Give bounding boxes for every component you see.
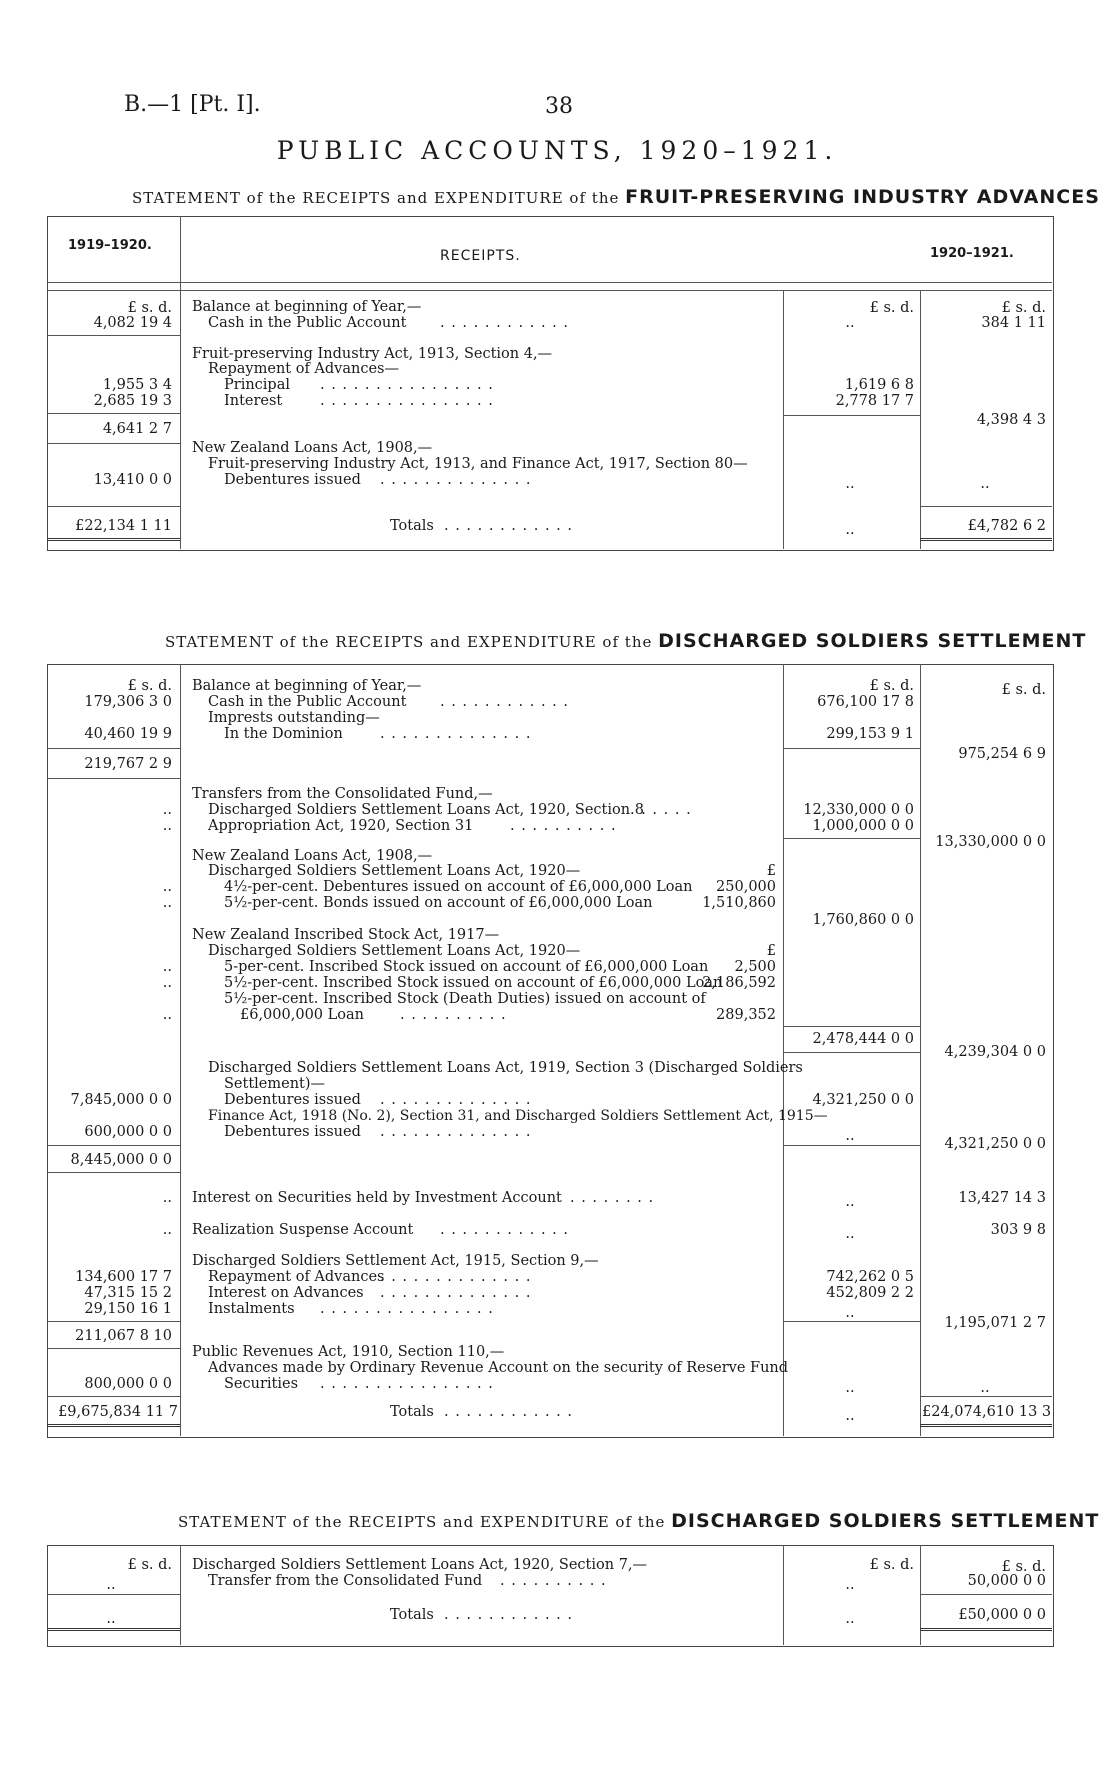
s1-divider-c2	[920, 290, 921, 549]
s1-col-prev-header: 1919–1920.	[68, 238, 152, 253]
s2-dss1915-c2: 1,195,071 2 7	[944, 1315, 1046, 1331]
s2-instalments-prev: 29,150 16 1	[84, 1301, 172, 1317]
statement-1-prefix: STATEMENT of the RECEIPTS and EXPENDITURE of the	[132, 189, 620, 207]
s2-nzloans-b-label: 5½-per-cent. Bonds issued on account of £6,000,000 Loan	[224, 895, 653, 911]
s3-transfer-c2: 50,000 0 0	[967, 1573, 1046, 1589]
s2-interest-securities-c2: 13,427 14 3	[958, 1190, 1046, 1206]
s2-rule-1	[47, 748, 180, 749]
s2-nzloans-b-prev: ..	[162, 895, 172, 911]
s2-dominion-label: In the Dominion	[224, 726, 343, 742]
statement-3-prefix: STATEMENT of the RECEIPTS and EXPENDITURE of the	[178, 1513, 666, 1531]
s1-debentures-label: Debentures issued	[224, 472, 361, 488]
s2-dss1919-heading-2: Settlement)—	[224, 1076, 326, 1092]
leader-dots: . . . . . . . . . . . .	[444, 518, 574, 534]
statement-3-title: DISCHARGED SOLDIERS SETTLEMENT	[671, 1510, 1100, 1532]
leader-dots: . . . . . .	[630, 802, 692, 818]
s2-interest-securities-prev: ..	[162, 1190, 172, 1206]
s2-balance-subtotal-prev: 219,767 2 9	[84, 756, 172, 772]
s2-totals-c1: ..	[845, 1408, 855, 1424]
s2-dss1915-heading: Discharged Soldiers Settlement Act, 1915, Section 9,—	[192, 1253, 599, 1269]
s2-public-revenues-c2: ..	[980, 1380, 990, 1396]
s2-rule-6	[783, 1052, 920, 1053]
s1-act-heading: Fruit-preserving Industry Act, 1913, Section 4,—	[192, 346, 553, 362]
s2-nzloans-c1: 1,760,860 0 0	[812, 912, 914, 928]
s2-finance-debentures-label: Debentures issued	[224, 1124, 361, 1140]
s2-dominion-prev: 40,460 19 9	[84, 726, 172, 742]
s2-public-revenues-heading: Public Revenues Act, 1910, Section 110,—	[192, 1344, 505, 1360]
leader-dots: . . . . . . . . . .	[400, 1007, 507, 1023]
s2-stock-a-inner: 2,500	[734, 959, 776, 975]
s3-divider-prev	[180, 1545, 181, 1645]
s1-double-rule-c2	[920, 538, 1052, 544]
leader-dots: . . . . . . . . . . . . . .	[380, 472, 532, 488]
s2-interest-advances-c1: 452,809 2 2	[826, 1285, 914, 1301]
statement-2-heading	[165, 630, 1086, 652]
s2-dss1919-debentures-c1: 4,321,250 0 0	[812, 1092, 914, 1108]
s2-public-revenues-label-2: Securities	[224, 1376, 299, 1392]
s3-totals-prev: ..	[106, 1611, 116, 1627]
s2-transfer-a-prev: ..	[162, 802, 172, 818]
s1-col-receipts-header: RECEIPTS.	[440, 248, 521, 264]
statement-2-prefix: STATEMENT of the RECEIPTS and EXPENDITURE of the	[165, 633, 653, 651]
s1-col-curr-header: 1920–1921.	[930, 246, 1014, 261]
statement-3-heading	[178, 1510, 1099, 1532]
leader-dots: . . . . . . . . . . . . . . . .	[320, 377, 494, 393]
leader-dots: . . . . . . . . . . . . . . . .	[320, 1301, 494, 1317]
s1-totals-prev: £22,134 1 11	[75, 518, 172, 534]
s2-realization-c1: ..	[845, 1226, 855, 1242]
s1-nzl-sub: Fruit-preserving Industry Act, 1913, and Finance Act, 1917, Section 80—	[208, 456, 748, 472]
s1-totals-label: Totals	[390, 518, 434, 534]
s2-stock-sub: Discharged Soldiers Settlement Loans Act, 1920—	[208, 943, 581, 959]
s2-divider-c2	[920, 664, 921, 1436]
s2-double-rule-c2	[920, 1424, 1052, 1430]
s1-debentures-c2: ..	[980, 476, 990, 492]
s2-rule-8	[783, 1145, 920, 1146]
s1-balance-cash-label: Cash in the Public Account	[208, 315, 407, 331]
s2-stock-c-inner: 289,352	[716, 1007, 776, 1023]
s2-balance-c2: 975,254 6 9	[958, 746, 1046, 762]
s2-repayment-prev: 134,600 17 7	[75, 1269, 172, 1285]
s2-stock-b-inner: 2,186,592	[702, 975, 776, 991]
page-title: PUBLIC ACCOUNTS, 1920–1921.	[276, 136, 838, 165]
s2-cash-c1: 676,100 17 8	[817, 694, 914, 710]
s3-rule-2	[920, 1594, 1052, 1595]
s2-stock-pound: £	[766, 943, 776, 959]
s1-rule-e	[47, 506, 180, 507]
s2-public-revenues-prev: 800,000 0 0	[84, 1376, 172, 1392]
s2-cash-prev: 179,306 3 0	[84, 694, 172, 710]
s1-interest-label: Interest	[224, 393, 283, 409]
s1-balance-heading: Balance at beginning of Year,—	[192, 299, 422, 315]
leader-dots: . . . . . . . . . . . . . .	[380, 726, 532, 742]
s2-stock-col2: 4,239,304 0 0	[944, 1044, 1046, 1060]
s2-rule-5	[783, 1026, 920, 1027]
leader-dots: . . . . . . . . . .	[510, 818, 617, 834]
s2-realization-c2: 303 9 8	[990, 1222, 1046, 1238]
s2-stock-a-label: 5-per-cent. Inscribed Stock issued on account of £6,000,000 Loan	[224, 959, 709, 975]
s1-lsd-c2: £ s. d.	[1001, 300, 1046, 316]
leader-dots: . . . . . . . .	[570, 1190, 655, 1206]
document-reference: B.—1 [Pt. I].	[124, 92, 261, 117]
s3-transfer-prev: ..	[106, 1577, 116, 1593]
s2-transfer-b-c1: 1,000,000 0 0	[812, 818, 914, 834]
s2-rule-14	[920, 1396, 1052, 1397]
s2-rule-4	[783, 838, 920, 839]
s1-repayment-heading: Repayment of Advances—	[208, 361, 399, 377]
s2-totals-c2: £24,074,610 13 3	[922, 1404, 1052, 1420]
s2-nzloans-a-inner: 250,000	[716, 879, 776, 895]
s3-double-rule-prev	[47, 1628, 180, 1634]
s2-imprests-heading: Imprests outstanding—	[208, 710, 380, 726]
leader-dots: . . . . . . . . . .	[500, 1573, 607, 1589]
s1-totals-c2: £4,782 6 2	[967, 518, 1046, 534]
s2-transfer-b-prev: ..	[162, 818, 172, 834]
s1-rule-f	[920, 506, 1052, 507]
s2-transfers-heading: Transfers from the Consolidated Fund,—	[192, 786, 493, 802]
s2-stock-c1: 2,478,444 0 0	[812, 1031, 914, 1047]
s2-nzloans-heading: New Zealand Loans Act, 1908,—	[192, 848, 433, 864]
s1-balance-c1: ..	[845, 315, 855, 331]
s2-lsd-c2: £ s. d.	[1001, 682, 1046, 698]
s1-rule-d	[47, 443, 180, 444]
s3-heading: Discharged Soldiers Settlement Loans Act, 1920, Section 7,—	[192, 1557, 648, 1573]
s2-rule-11	[783, 1321, 920, 1322]
s1-principal-prev: 1,955 3 4	[102, 377, 172, 393]
s1-double-rule-prev	[47, 538, 180, 544]
s2-totals-label: Totals	[390, 1404, 434, 1420]
leader-dots: . . . . . . . . . . . .	[444, 1607, 574, 1623]
s1-debentures-c1: ..	[845, 476, 855, 492]
s1-header-rule	[47, 282, 1052, 283]
leader-dots: . . . . . . . . . . . . . .	[380, 1124, 532, 1140]
s2-stock-b-label: 5½-per-cent. Inscribed Stock issued on account of £6,000,000 Loan	[224, 975, 723, 991]
s2-instalments-label: Instalments	[208, 1301, 295, 1317]
s2-double-rule-prev	[47, 1424, 180, 1430]
s2-dss1919-debentures-prev: 7,845,000 0 0	[70, 1092, 172, 1108]
leader-dots: . . . . . . . . . . . . . . . .	[320, 393, 494, 409]
s2-finance-debentures-c1: ..	[845, 1128, 855, 1144]
s2-repayment-c1: 742,262 0 5	[826, 1269, 914, 1285]
s1-divider-c1	[783, 290, 784, 549]
s2-dss1915-subtotal-prev: 211,067 8 10	[75, 1328, 172, 1344]
s1-principal-c1: 1,619 6 8	[844, 377, 914, 393]
s2-divider-prev	[180, 664, 181, 1436]
s3-totals-label: Totals	[390, 1607, 434, 1623]
s1-rule-b	[783, 415, 920, 416]
s2-nzloans-a-label: 4½-per-cent. Debentures issued on account of £6,000,000 Loan	[224, 879, 693, 895]
s3-totals-c2: £50,000 0 0	[958, 1607, 1046, 1623]
leader-dots: . . . . . . . . . . . .	[440, 694, 570, 710]
s3-lsd-prev: £ s. d.	[127, 1557, 172, 1573]
s2-dss-subtotal-prev: 8,445,000 0 0	[70, 1152, 172, 1168]
s2-realization-prev: ..	[162, 1222, 172, 1238]
s2-rule-2	[783, 748, 920, 749]
s2-interest-securities-c1: ..	[845, 1194, 855, 1210]
s1-rule-a	[47, 335, 180, 336]
s2-lsd-c1: £ s. d.	[869, 678, 914, 694]
s1-lsd-prev: £ s. d.	[127, 300, 172, 316]
statement-2-title: DISCHARGED SOLDIERS SETTLEMENT	[658, 630, 1087, 652]
leader-dots: . . . . . . . . . . . .	[440, 315, 570, 331]
s2-transfer-a-label: Discharged Soldiers Settlement Loans Act, 1920, Section 8	[208, 802, 644, 818]
s2-rule-12	[47, 1348, 180, 1349]
s1-totals-c1: ..	[845, 522, 855, 538]
s2-dss1919-heading: Discharged Soldiers Settlement Loans Act, 1919, Section 3 (Discharged Soldiers	[208, 1060, 803, 1076]
s1-divider-prev	[180, 216, 181, 549]
s2-nzloans-b-inner: 1,510,860	[702, 895, 776, 911]
leader-dots: . . . . . . . . . . . . . .	[380, 1092, 532, 1108]
s3-double-rule-c2	[920, 1628, 1052, 1634]
s1-subtotal-prev: 4,641 2 7	[102, 421, 172, 437]
s1-interest-prev: 2,685 19 3	[93, 393, 172, 409]
s1-rule-c	[47, 413, 180, 414]
s2-interest-advances-prev: 47,315 15 2	[84, 1285, 172, 1301]
s3-divider-c1	[783, 1545, 784, 1645]
s2-repayment-label: Repayment of Advances	[208, 1269, 385, 1285]
s2-rule-13	[47, 1396, 180, 1397]
leader-dots: . . . . . . . . . . . . . . . .	[320, 1376, 494, 1392]
s1-balance-prev: 4,082 19 4	[93, 315, 172, 331]
s2-interest-advances-label: Interest on Advances	[208, 1285, 364, 1301]
s2-dss1919-debentures-label: Debentures issued	[224, 1092, 361, 1108]
s2-realization-label: Realization Suspense Account	[192, 1222, 414, 1238]
leader-dots: . . . . . . . . . . . .	[440, 1222, 570, 1238]
s3-lsd-c2: £ s. d.	[1001, 1559, 1046, 1575]
s3-totals-c1: ..	[845, 1611, 855, 1627]
s1-subtotal-c2: 4,398 4 3	[976, 412, 1046, 428]
s2-stock-c-prev: ..	[162, 1007, 172, 1023]
s2-balance-heading: Balance at beginning of Year,—	[192, 678, 422, 694]
leader-dots: . . . . . . . . . . . .	[444, 1404, 574, 1420]
s1-interest-c1: 2,778 17 7	[835, 393, 914, 409]
s2-public-revenues-label: Advances made by Ordinary Revenue Account on the security of Reserve Fund	[208, 1360, 789, 1376]
s2-cash-label: Cash in the Public Account	[208, 694, 407, 710]
s2-lsd-prev: £ s. d.	[127, 678, 172, 694]
s2-rule-10	[47, 1321, 180, 1322]
s2-public-revenues-c1: ..	[845, 1380, 855, 1396]
statement-1-heading	[132, 186, 1100, 208]
s1-nzl-heading: New Zealand Loans Act, 1908,—	[192, 440, 433, 456]
s2-stock-c-label: 5½-per-cent. Inscribed Stock (Death Duties) issued on account of	[224, 991, 706, 1007]
s2-nzloans-sub: Discharged Soldiers Settlement Loans Act, 1920—	[208, 863, 581, 879]
s3-rule-1	[47, 1594, 180, 1595]
s2-interest-securities-label: Interest on Securities held by Investment Account	[192, 1190, 562, 1206]
s2-nzloans-a-prev: ..	[162, 879, 172, 895]
s1-principal-label: Principal	[224, 377, 290, 393]
s2-rule-9	[47, 1172, 180, 1173]
s3-transfer-label: Transfer from the Consolidated Fund	[208, 1573, 483, 1589]
s2-instalments-c1: ..	[845, 1305, 855, 1321]
s2-nzloans-pound: £	[766, 863, 776, 879]
s2-rule-3	[47, 778, 180, 779]
s1-lsd-c1: £ s. d.	[869, 300, 914, 316]
s2-stock-b-prev: ..	[162, 975, 172, 991]
s2-stock-a-prev: ..	[162, 959, 172, 975]
s2-totals-prev: £9,675,834 11 7	[58, 1404, 178, 1420]
s1-header-rule-2	[47, 290, 1052, 291]
leader-dots: . . . . . . . . . . . . . .	[380, 1285, 532, 1301]
leader-dots: . . . . . . . . . . . . . .	[380, 1269, 532, 1285]
s2-finance-debentures-prev: 600,000 0 0	[84, 1124, 172, 1140]
s2-finance-act-heading: Finance Act, 1918 (No. 2), Section 31, and Discharged Soldiers Settlement Act, 1915—	[208, 1108, 828, 1124]
s2-transfer-a-c1: 12,330,000 0 0	[803, 802, 914, 818]
s2-stock-c-label-2: £6,000,000 Loan	[240, 1007, 364, 1023]
s2-dominion-c1: 299,153 9 1	[826, 726, 914, 742]
s3-transfer-c1: ..	[845, 1577, 855, 1593]
page-number: 38	[545, 94, 573, 119]
statement-1-title: FRUIT-PRESERVING INDUSTRY ADVANCES	[625, 186, 1100, 208]
s2-transfer-b-label: Appropriation Act, 1920, Section 31	[208, 818, 474, 834]
s1-debentures-prev: 13,410 0 0	[93, 472, 172, 488]
s3-lsd-c1: £ s. d.	[869, 1557, 914, 1573]
s2-stock-heading: New Zealand Inscribed Stock Act, 1917—	[192, 927, 500, 943]
s2-dss-c2: 4,321,250 0 0	[944, 1136, 1046, 1152]
s1-balance-c2: 384 1 11	[981, 315, 1046, 331]
s2-rule-7	[47, 1145, 180, 1146]
s2-transfers-c2: 13,330,000 0 0	[935, 834, 1046, 850]
